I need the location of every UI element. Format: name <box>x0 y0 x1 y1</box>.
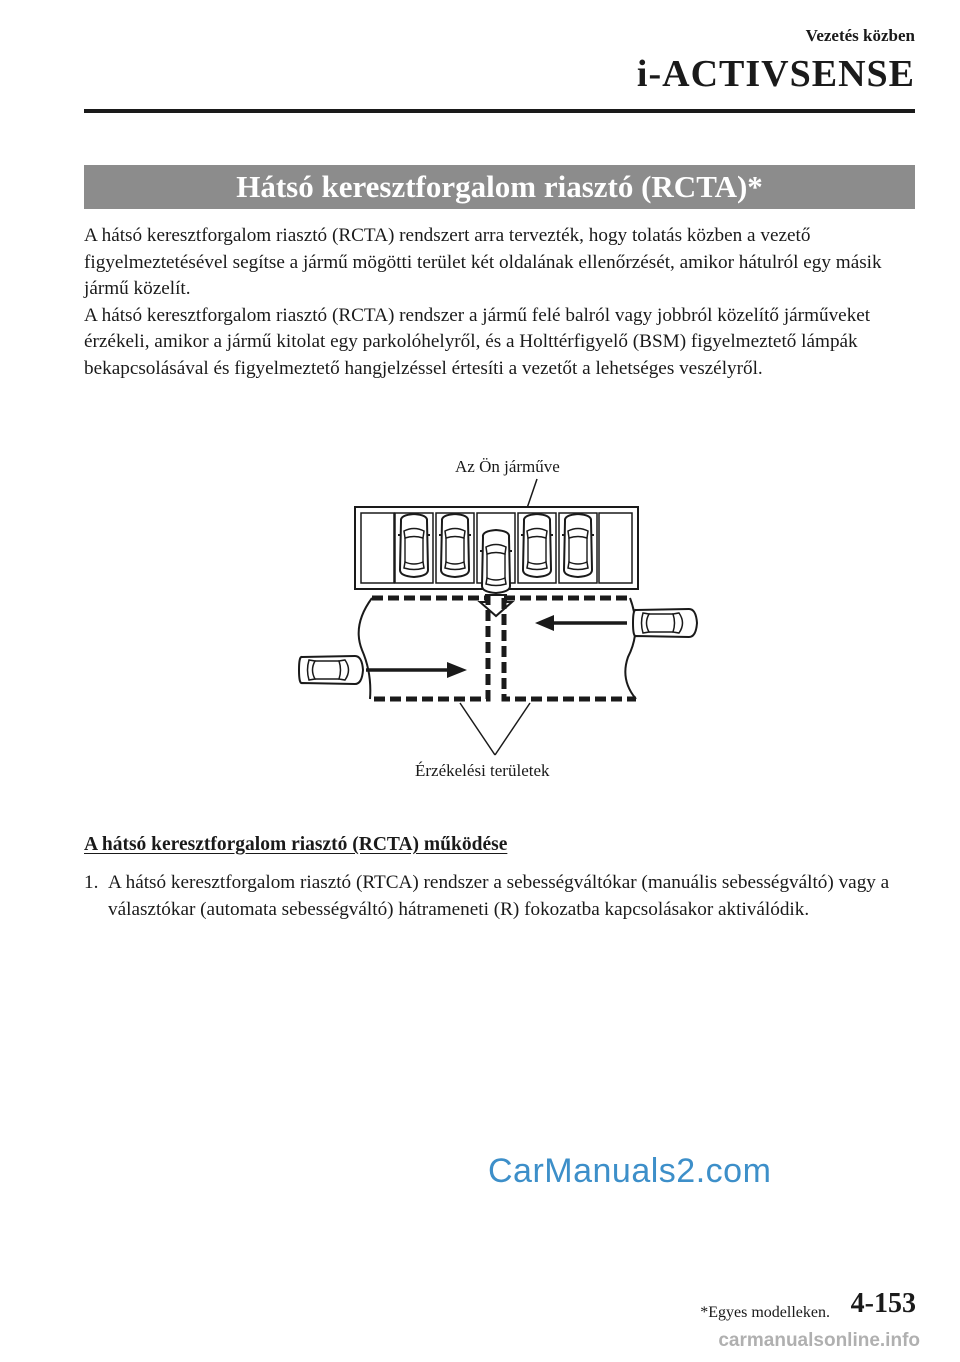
list-item <box>84 870 924 923</box>
watermark: CarManuals2.com <box>488 1152 772 1190</box>
own-vehicle-icon <box>480 530 512 593</box>
rcta-diagram <box>290 445 710 790</box>
intro-paragraph: A hátsó keresztforgalom riasztó (RCTA) rendszer a jármű felé balról vagy jobbról közelítő járműveket érzékeli, amikor a jármű kitolat egy parkolóhelyről, és a Holttérfigyelő (BSM) figyelmeztető lámpák bekapcsolásával és figyelmeztető hangjelzéssel értesíti a vezetőt a lehetséges veszélyről. <box>84 304 871 379</box>
intro-text <box>84 223 924 382</box>
step-number: 1. <box>84 872 99 893</box>
header-section-title: Vezetés közben <box>805 26 915 45</box>
page-number: 4-153 <box>850 1288 916 1319</box>
section-title: Hátsó keresztforgalom riasztó (RCTA)* <box>84 165 915 209</box>
detection-zones-label: Érzékelési területek <box>415 761 550 780</box>
zone-leader-line <box>460 703 495 755</box>
approaching-car-right-icon <box>633 609 697 637</box>
step-text: A hátsó keresztforgalom riasztó (RTCA) rendszer a sebességváltókar (manuális sebességváltó) vagy a választókar (automata sebességváltó) hátrameneti (R) fokozatba kapcsolásakor aktiválódik. <box>108 872 890 920</box>
diagram-svg <box>290 445 710 790</box>
parked-car-icon <box>439 514 471 577</box>
operation-steps <box>84 870 924 923</box>
parked-car-icon <box>398 514 430 577</box>
approaching-car-left-icon <box>299 656 363 684</box>
header-chapter-title: i-ACTIVSENSE <box>636 53 915 95</box>
zone-leader-line <box>495 703 530 755</box>
intro-paragraph: A hátsó keresztforgalom riasztó (RCTA) rendszert arra tervezték, hogy tolatás közben a vezető figyelmeztetésével segítse a jármű mögötti terület két oldalának ellenőrzését, amikor hátulról egy másik jármű közelít. <box>84 225 882 299</box>
footer-site-watermark: carmanualsonline.info <box>718 1330 920 1351</box>
parked-car-icon <box>562 514 594 577</box>
header-divider <box>84 109 915 113</box>
footer-note: *Egyes modelleken. <box>700 1304 830 1321</box>
operation-heading: A hátsó keresztforgalom riasztó (RCTA) működése <box>84 834 508 855</box>
own-vehicle-label: Az Ön járműve <box>455 457 560 476</box>
parked-car-icon <box>521 514 553 577</box>
detection-zone <box>370 598 636 699</box>
